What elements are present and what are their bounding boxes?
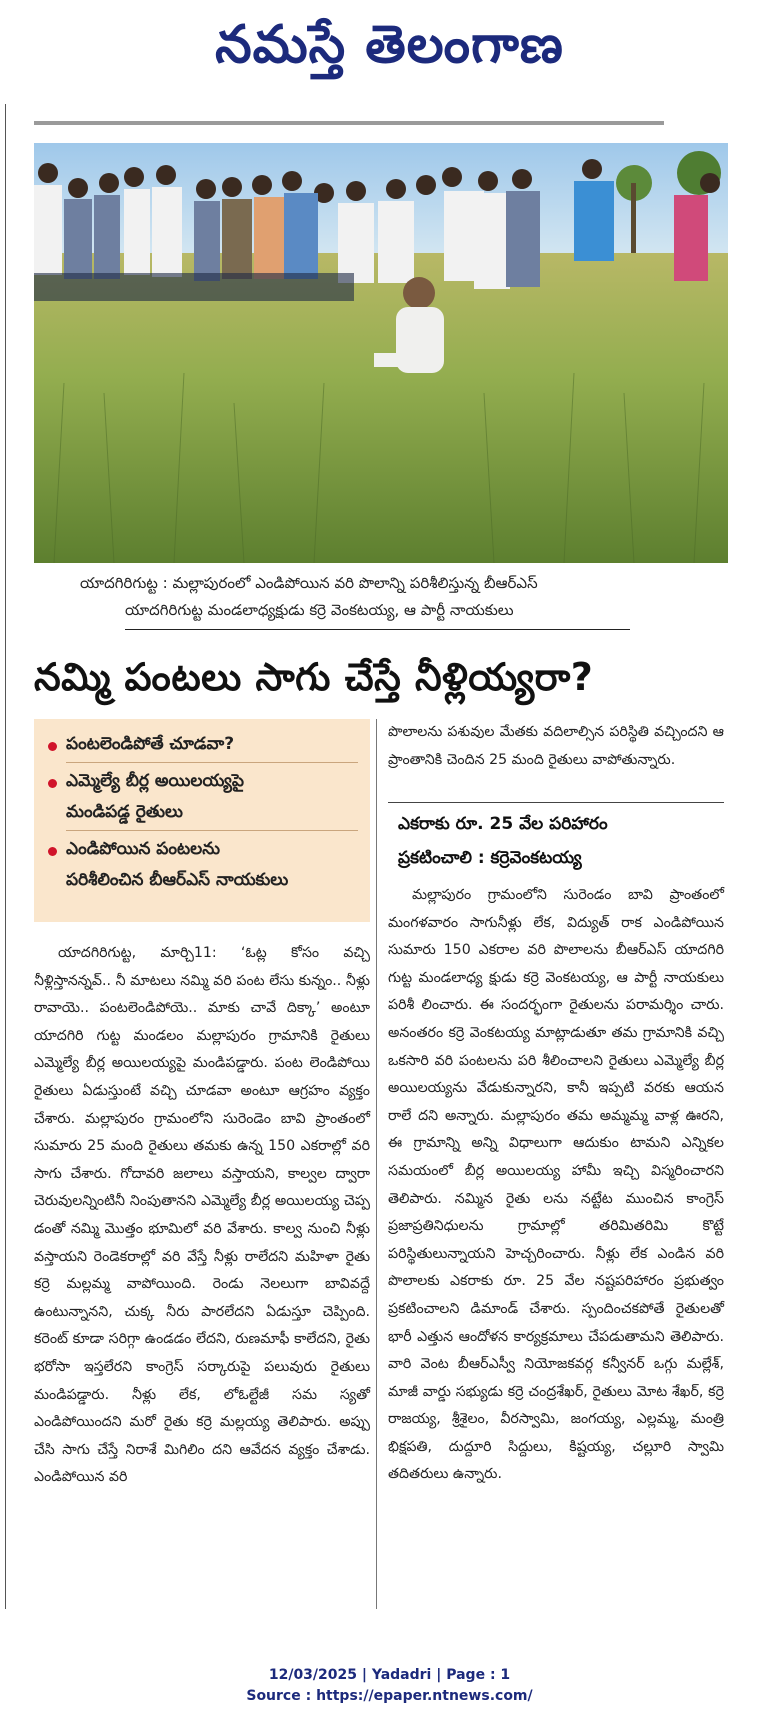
highlights-box	[34, 719, 370, 922]
subheading-line-1: ఎకరాకు రూ. 25 వేల పరిహారం	[398, 814, 608, 834]
farmers-field-photo-icon	[34, 143, 728, 563]
highlight-text: పంటలెండిపోతే చూడవా?	[66, 734, 235, 754]
article-paragraph: మల్లాపురం గ్రామంలోని సురెండం బావి ప్రాంతంలో మంగళవారం సాగునీళ్లు లేక, విద్యుత్ రాక ఎండిపోయిన సుమారు 150 ఎకరాల వరి పొలాలను బీఆర్ఎస్ యాదగిరి గుట్ట మండలాధ్య క్షుడు కర్రె వెంకటయ్య, ఆ పార్టీ నాయకులు పరిశీ లించారు. ఈ సందర్భంగా రైతులను పరామర్శిం చారు. అనంతరం కర్రె వెంకటయ్య మాట్లాడుతూ తమ గ్రామానికి వచ్చి ఒకసారి వరి పంటలను పరి శీలించాలని రైతులు ఎమ్మెల్యే బీర్ల అయిలయ్యను వేడుకున్నారని, కానీ ఇప్పటి వరకు ఆయన రాలే దని అన్నారు. మల్లాపురం తమ అమ్మమ్మ వాళ్ల ఊరని, ఈ గ్రామాన్ని అన్ని విధాలుగా ఆదుకుం టామని ఎన్నికల సమయంలో బీర్ల అయిలయ్య హామీ ఇచ్చి విస్మరించారని తెలిపారు. నమ్మిన రైతు లను నట్టేట ముంచిన కాంగ్రెస్ ప్రజాప్రతినిధులను గ్రామాల్లో తరిమితరిమి కొట్టే పరిస్థితులున్నాయని హెచ్చరించారు. నీళ్లు లేక ఎండిన వరి పొలాలకు ఎకరాకు రూ. 25 వేల నష్టపరిహారం ప్రభుత్వం ప్రకటించాలని డిమాండ్ చేశారు. స్పందించకపోతే రైతులతో భారీ ఎత్తున ఆందోళన కార్యక్రమాలు చేపడుతామని తెలిపారు. వారి వెంట బీఆర్ఎస్వీ నియోజకవర్గ కన్వీనర్ ఒగ్గు మల్లేశ్, మాజీ వార్డు సభ్యుడు కర్రె చంద్రశేఖర్, రైతులు మోట శేఖర్, కర్రె రాజయ్య, శ్రీశైలం, వీరస్వామి, జంగయ్య, ఎల్లమ్మ, మంత్రి భిక్షపతి, దుద్దూరి సిద్దులు, కిష్టయ్య, చల్లూరి స్వామి తదితరులు ఉన్నారు.	[388, 887, 724, 1483]
left-margin-rule	[5, 104, 6, 1609]
subhead-divider	[388, 802, 724, 803]
footer-date-edition: 12/03/2025 | Yadadri | Page : 1	[268, 1667, 511, 1683]
caption-line-1: యాదగిరిగుట్ట : మల్లాపురంలో ఎండిపోయిన వరి పొలాన్ని పరిశీలిస్తున్న బీఆర్ఎస్	[80, 574, 538, 592]
article-paragraph: పొలాలను పశువుల మేతకు వదిలాల్సిన పరిస్థితి వచ్చిందని ఆ ప్రాంతానికి చెందిన 25 మంది రైతులు వాపోతున్నారు.	[388, 724, 724, 768]
caption-line-2: యాదగిరిగుట్ట మండలాధ్యక్షుడు కర్రె వెంకటయ్య, ఆ పార్టీ నాయకులు	[125, 601, 514, 619]
highlight-text: పరిశీలించిన బీఆర్ఎస్ నాయకులు	[66, 870, 289, 890]
caption-divider	[125, 629, 630, 630]
highlight-divider	[66, 830, 358, 831]
subheading	[398, 807, 728, 875]
highlight-item	[48, 834, 358, 896]
highlight-text: ఎండిపోయిన పంటలను	[66, 839, 221, 859]
footer-source: Source : https://epaper.ntnews.com/	[246, 1688, 533, 1704]
subheading-line-2: ప్రకటించాలి : కర్రెవెంకటయ్య	[398, 848, 582, 868]
article-left-column	[34, 940, 370, 1492]
highlight-text: ఎమ్మెల్యే బీర్ల అయిలయ్యపై	[66, 771, 244, 791]
headline: నమ్మి పంటలు సాగు చేస్తే నీళ్లియ్యరా?	[34, 655, 594, 699]
highlight-text: మండిపడ్డ రైతులు	[66, 802, 183, 822]
masthead	[0, 0, 779, 90]
highlight-divider	[66, 762, 358, 763]
highlight-item	[48, 766, 358, 828]
column-divider	[376, 719, 377, 1609]
article-right-column	[388, 882, 724, 1489]
top-divider	[34, 121, 664, 125]
news-photo	[34, 143, 728, 563]
article-right-continuation	[388, 719, 724, 774]
article-paragraph: యాదగిరిగుట్ట, మార్చి11: ‘ఓట్ల కోసం వచ్చి నీళ్లిస్తానన్నవ్.. నీ మాటలు నమ్మి వరి పంట లేసు కున్నం.. నీళ్లు రావాయె.. పంటలెండిపోయె.. మాకు చావే దిక్కా’ అంటూ యాదగిరి గుట్ట మండలం మల్లాపురం గ్రామానికి రైతులు ఎమ్మెల్యే బీర్ల అయిలయ్యపై మండిపడ్డారు. పంట లెండిపోయి రైతులు ఏడుస్తుంటే వచ్చి చూడవా అంటూ ఆగ్రహం వ్యక్తం చేశారు. మల్లాపురం గ్రామంలోని సురెండెం బావి ప్రాంతంలో సుమారు 25 మంది రైతులు తమకు ఉన్న 150 ఎకరాల్లో వరి సాగు చేశారు. గోదావరి జలాలు వస్తాయని, కాల్వల ద్వారా చెరువులన్నింటినీ నింపుతానని ఎమ్మెల్యే బీర్ల అయిలయ్య చెప్ప డంతో నమ్మి మొత్తం భూమిలో వరి వేశారు. కాల్వ నుంచి నీళ్లు వస్తాయని రెండెకరాల్లో వరి వేస్తే నీళ్లు రాలేదని మహిళా రైతు కర్రె మల్లమ్మ వాపోయింది. రెండు నెలలుగా బావివద్దే ఉంటున్నానని, చుక్క నీరు పారలేదని ఏడుస్తూ చెప్పింది. కరెంట్ కూడా సరిగ్గా ఉండడం లేదని, రుణమాఫీ కాలేదని, రైతు భరోసా ఇస్తలేరని కాంగ్రెస్ సర్కారుపై పలువురు రైతులు మండిపడ్డారు. నీళ్లు లేక, లోఓల్టేజీ సమ స్యతో ఎండిపోయిందని మరో రైతు కర్రె మల్లయ్య తెలిపారు. అప్పు చేసి సాగు చేస్తే నిరాశే మిగిలిం దని ఆవేదన వ్యక్తం చేశాడు. ఎండిపోయిన వరి	[34, 945, 370, 1486]
highlight-item	[48, 729, 358, 760]
newspaper-logo: నమస్తే తెలంగాణ	[215, 15, 564, 75]
photo-caption	[80, 570, 680, 624]
page-footer	[0, 1665, 779, 1707]
